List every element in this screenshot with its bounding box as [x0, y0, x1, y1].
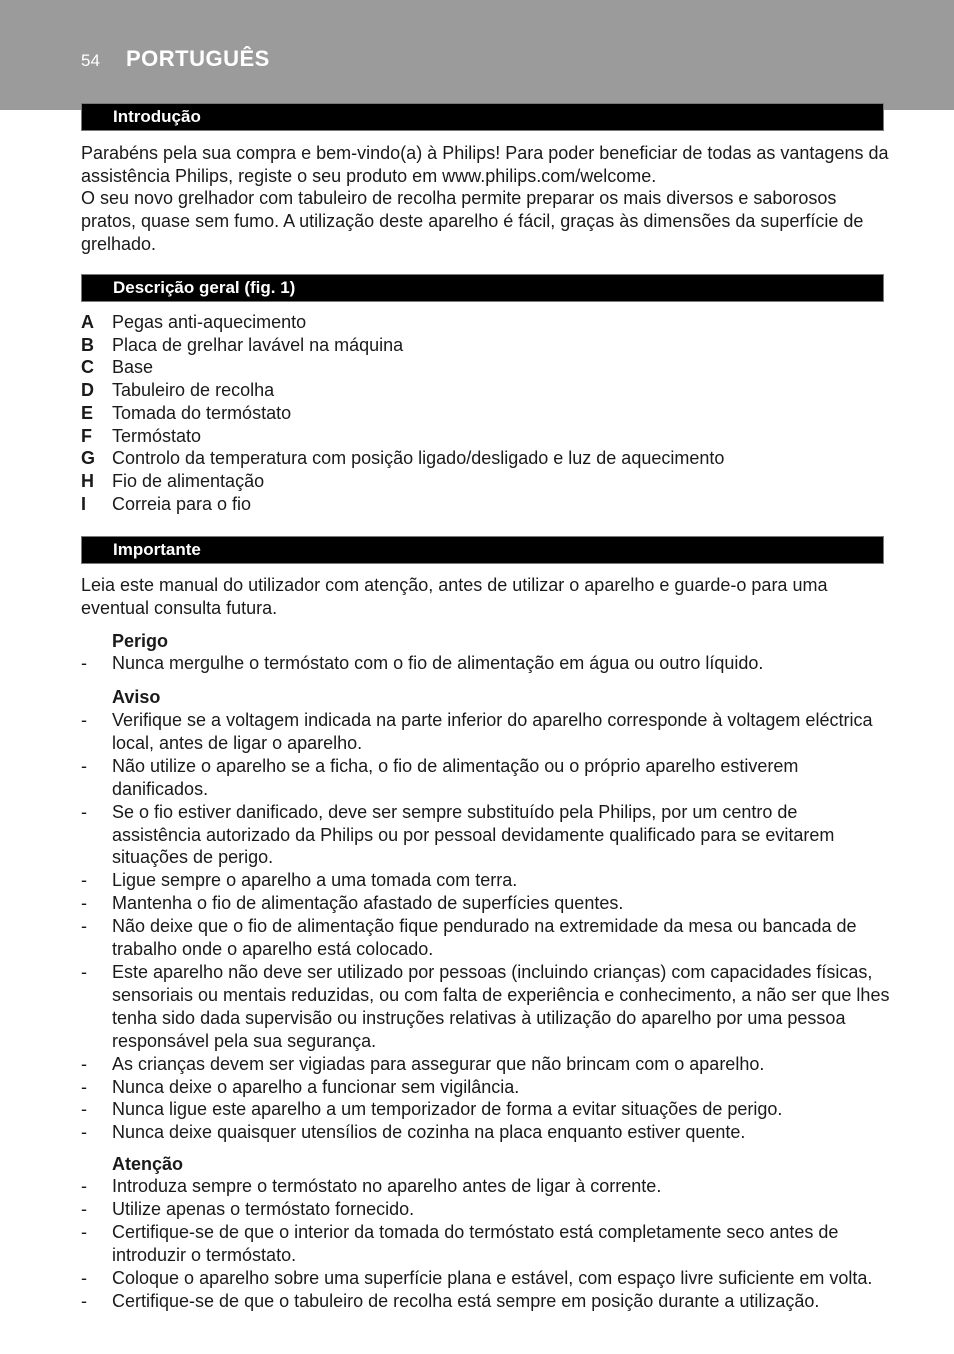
item-letter: H [81, 470, 94, 491]
list-item [81, 311, 891, 334]
item-text: Tomada do termóstato [112, 402, 292, 423]
item-text: Certifique-se de que o interior da tomada do termóstato está completamente seco antes de introduzir o termóstato. [112, 1221, 839, 1265]
list-item [81, 356, 891, 379]
item-text: Tabuleiro de recolha [112, 380, 275, 401]
list-item [81, 379, 891, 402]
language-title: PORTUGUÊS [126, 46, 270, 71]
item-text: Coloque o aparelho sobre uma superfície plana e estável, com espaço livre suficiente em volta. [112, 1267, 873, 1288]
item-letter: I [81, 493, 87, 514]
item-text: Pegas anti-aquecimento [112, 312, 307, 332]
list-item [81, 447, 891, 470]
list-item: - Nunca mergulhe o termóstato com o fio de alimentação em água ou outro líquido. [81, 652, 891, 675]
section-title: Descrição geral (fig. 1) [113, 278, 296, 297]
caution-list [81, 1175, 891, 1312]
list-item: - Verifique se a voltagem indicada na parte inferior do aparelho corresponde à voltagem eléctrica local, antes de ligar o aparelho. [81, 709, 891, 755]
item-text: Correia para o fio [112, 493, 252, 514]
item-text: Fio de alimentação [112, 470, 265, 491]
list-item: - Nunca deixe quaisquer utensílios de cozinha na placa enquanto estiver quente. [81, 1121, 891, 1144]
list-item: - Coloque o aparelho sobre uma superfície plana e estável, com espaço livre suficiente em volta. [81, 1267, 891, 1290]
item-text: Certifique-se de que o tabuleiro de recolha está sempre em posição durante a utilização. [112, 1290, 820, 1311]
item-letter: C [81, 357, 94, 378]
item-text: Mantenha o fio de alimentação afastado de superfícies quentes. [112, 893, 624, 914]
danger-list [81, 652, 891, 675]
list-item [81, 470, 891, 493]
item-text: Não utilize o aparelho se a ficha, o fio de alimentação ou o próprio aparelho estiverem danificados. [112, 755, 799, 799]
item-text: Termóstato [112, 425, 202, 446]
item-text: Nunca deixe o aparelho a funcionar sem vigilância. [112, 1076, 520, 1097]
item-text: Ligue sempre o aparelho a uma tomada com terra. [112, 870, 518, 891]
list-item: - As crianças devem ser vigiadas para assegurar que não brincam com o aparelho. [81, 1053, 891, 1076]
list-item: - Certifique-se de que o interior da tomada do termóstato está completamente seco antes de introduzir o termóstato. [81, 1221, 891, 1267]
item-text: Controlo da temperatura com posição ligado/desligado e luz de aquecimento [112, 448, 725, 469]
caution-heading: Atenção [112, 1154, 184, 1174]
list-item: - Introduza sempre o termóstato no aparelho antes de ligar à corrente. [81, 1175, 891, 1198]
item-text: Nunca mergulhe o termóstato com o fio de alimentação em água ou outro líquido. [112, 653, 764, 673]
list-item: - Nunca ligue este aparelho a um temporizador de forma a evitar situações de perigo. [81, 1098, 891, 1121]
item-text: Utilize apenas o termóstato fornecido. [112, 1198, 415, 1219]
item-text: As crianças devem ser vigiadas para assegurar que não brincam com o aparelho. [112, 1053, 765, 1074]
list-item: - Este aparelho não deve ser utilizado por pessoas (incluindo crianças) com capacidades físicas, sensoriais ou mentais reduzidas, ou com falta de experiência e conhecimento, a não ser que lhes tenha sido dada supervisão ou instruções relativas à utilização do aparelho por uma pessoa responsável pela sua segurança. [81, 961, 890, 1051]
intro-paragraph-2: O seu novo grelhador com tabuleiro de recolha permite preparar os mais diversos e saborosos pratos, quase sem fumo. A utilização deste aparelho é fácil, graças às dimensões da superfície de grelhado. [81, 188, 864, 254]
section-header-overview [81, 274, 884, 302]
header-bar [0, 0, 954, 110]
page-number: 54 [81, 51, 100, 70]
section-header-intro [81, 103, 884, 131]
list-item: - Não deixe que o fio de alimentação fique pendurado na extremidade da mesa ou bancada de trabalho onde o aparelho está colocado. [81, 915, 891, 961]
intro-text [81, 142, 891, 256]
list-item [81, 402, 891, 425]
item-text: Verifique se a voltagem indicada na parte inferior do aparelho corresponde à voltagem eléctrica local, antes de ligar o aparelho. [112, 710, 873, 753]
list-item: - Utilize apenas o termóstato fornecido. [81, 1198, 891, 1221]
danger-heading: Perigo [112, 631, 169, 651]
item-text: Nunca deixe quaisquer utensílios de cozinha na placa enquanto estiver quente. [112, 1122, 746, 1143]
warning-list [81, 709, 891, 1144]
list-item: - Mantenha o fio de alimentação afastado de superfícies quentes. [81, 892, 891, 915]
intro-paragraph-1: Parabéns pela sua compra e bem-vindo(a) à Philips! Para poder beneficiar de todas as vantagens da assistência Philips, registe o seu produto em www.philips.com/welcome. [81, 143, 889, 186]
overview-list [81, 311, 891, 515]
item-letter: G [81, 448, 96, 469]
item-letter: D [81, 380, 94, 401]
item-text: Não deixe que o fio de alimentação fique pendurado na extremidade da mesa ou bancada de trabalho onde o aparelho está colocado. [112, 916, 857, 960]
important-intro: Leia este manual do utilizador com atenção, antes de utilizar o aparelho e guarde-o para uma eventual consulta futura. [81, 575, 828, 618]
list-item [81, 425, 891, 448]
item-text: Se o fio estiver danificado, deve ser sempre substituído pela Philips, por um centro de assistência autorizado da Philips ou por pessoal devidamente qualificado para se evitarem situações de perigo. [112, 801, 835, 868]
section-title: Importante [113, 540, 201, 559]
item-text: Este aparelho não deve ser utilizado por pessoas (incluindo crianças) com capacidades físicas, sensoriais ou mentais reduzidas, ou com falta de experiência e conhecimento, a não ser que lhes tenha sido dada supervisão ou instruções relativas à utilização do aparelho por uma pessoa responsável pela sua segurança. [112, 961, 890, 1051]
item-text: Nunca ligue este aparelho a um temporizador de forma a evitar situações de perigo. [112, 1099, 783, 1120]
list-item: - Ligue sempre o aparelho a uma tomada com terra. [81, 869, 891, 892]
item-text: Placa de grelhar lavável na máquina [112, 334, 404, 355]
item-text: Base [112, 357, 154, 378]
item-letter: E [81, 402, 94, 423]
section-title: Introdução [113, 107, 201, 126]
section-header-important [81, 536, 884, 564]
list-item: - Nunca deixe o aparelho a funcionar sem vigilância. [81, 1076, 891, 1099]
item-text: Introduza sempre o termóstato no aparelho antes de ligar à corrente. [112, 1176, 662, 1196]
item-letter: F [81, 425, 92, 446]
list-item: - Não utilize o aparelho se a ficha, o fio de alimentação ou o próprio aparelho estiverem danificados. [81, 755, 891, 801]
item-letter: A [81, 312, 94, 332]
list-item: - Certifique-se de que o tabuleiro de recolha está sempre em posição durante a utilização. [81, 1290, 891, 1313]
item-letter: B [81, 334, 94, 355]
list-item [81, 493, 891, 516]
list-item: - Se o fio estiver danificado, deve ser sempre substituído pela Philips, por um centro de assistência autorizado da Philips ou por pessoal devidamente qualificado para se evitarem situações de perigo. [81, 801, 891, 870]
warning-heading: Aviso [112, 687, 161, 707]
list-item [81, 334, 891, 357]
